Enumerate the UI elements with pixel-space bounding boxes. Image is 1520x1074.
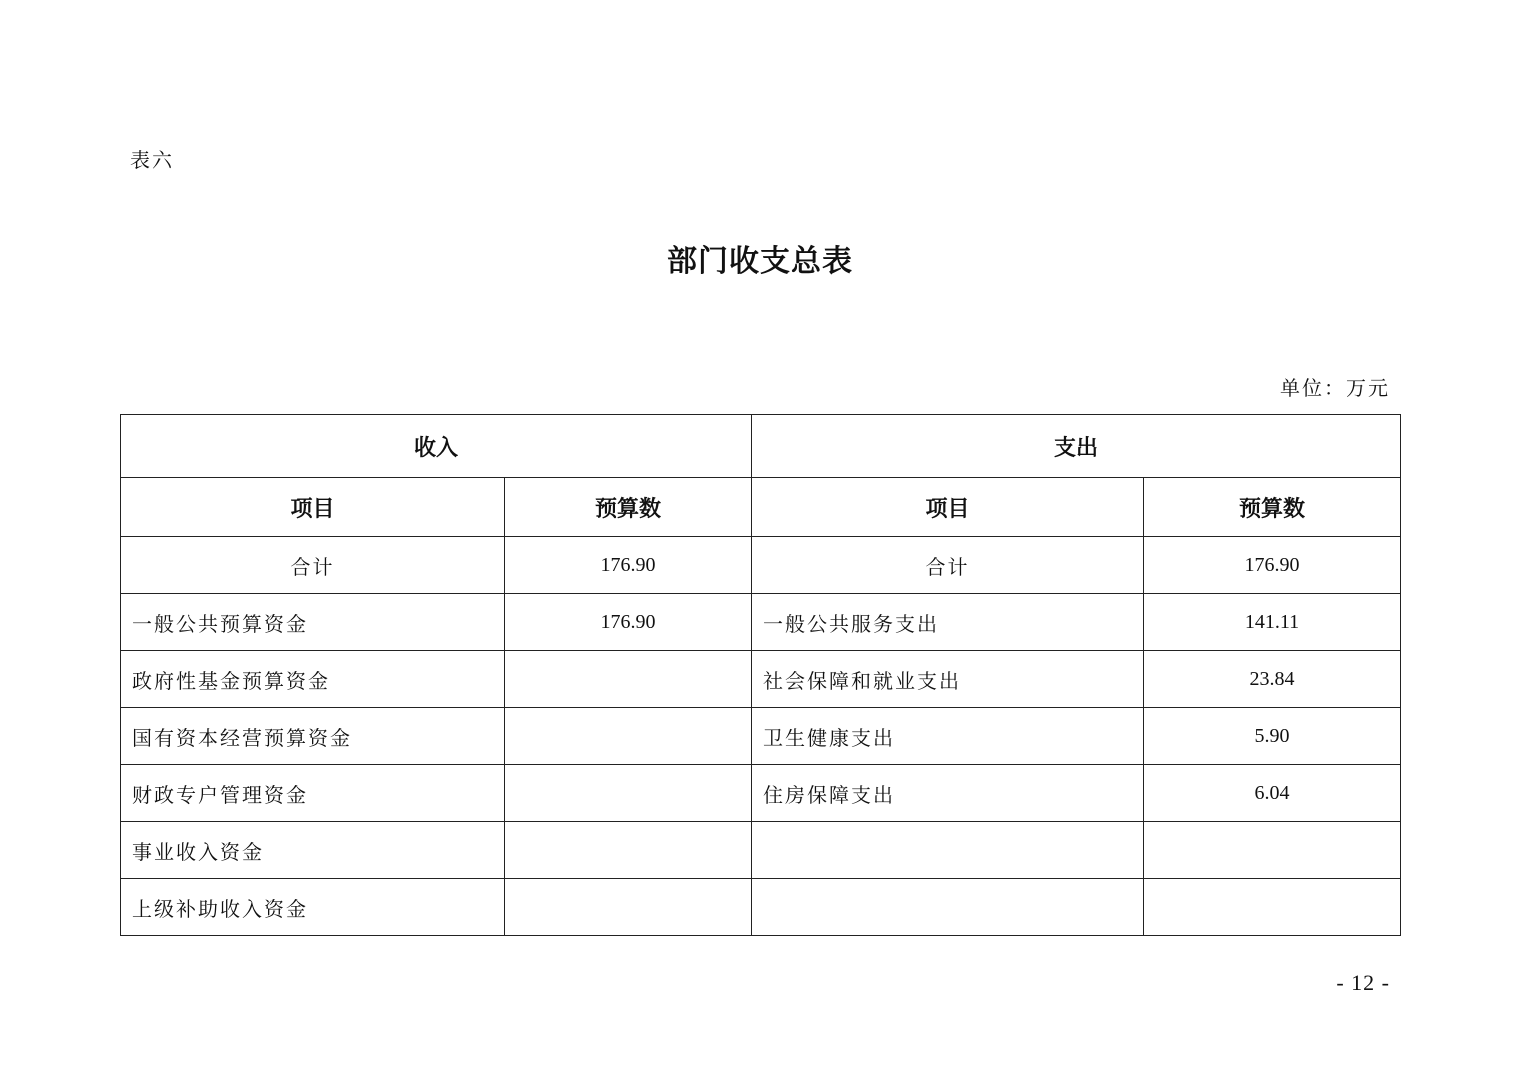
table-row [121,879,1401,936]
income-item: 一般公共预算资金 [121,594,505,651]
total-row [121,537,1401,594]
unit-label: 单位：万元 [1280,376,1390,400]
income-value [505,879,752,936]
expense-item-header: 项目 [752,478,1144,537]
expense-item [752,879,1144,936]
income-total-label: 合计 [121,537,505,594]
expense-value: 23.84 [1144,651,1401,708]
income-header: 收入 [121,415,752,478]
expense-item: 社会保障和就业支出 [752,651,1144,708]
income-value [505,708,752,765]
expense-budget-header: 预算数 [1144,478,1401,537]
income-budget-header: 预算数 [505,478,752,537]
expense-total-value: 176.90 [1144,537,1401,594]
expense-value: 141.11 [1144,594,1401,651]
table-row [121,594,1401,651]
income-item: 政府性基金预算资金 [121,651,505,708]
expense-value [1144,879,1401,936]
income-item: 事业收入资金 [121,822,505,879]
income-item: 上级补助收入资金 [121,879,505,936]
expense-header: 支出 [752,415,1401,478]
table-header-row [121,415,1401,478]
table-row [121,651,1401,708]
income-value [505,822,752,879]
income-item: 国有资本经营预算资金 [121,708,505,765]
expense-value [1144,822,1401,879]
income-item: 财政专户管理资金 [121,765,505,822]
expense-item: 一般公共服务支出 [752,594,1144,651]
expense-item: 住房保障支出 [752,765,1144,822]
table-label: 表六 [130,148,174,172]
expense-value: 5.90 [1144,708,1401,765]
income-total-value: 176.90 [505,537,752,594]
page-title: 部门收支总表 [667,244,853,279]
income-item-header: 项目 [121,478,505,537]
income-value [505,765,752,822]
income-value [505,651,752,708]
table-row [121,708,1401,765]
expense-item [752,822,1144,879]
page-number: - 12 - [1336,970,1390,995]
table-row [121,822,1401,879]
table-row [121,765,1401,822]
expense-total-label: 合计 [752,537,1144,594]
income-expense-table [120,414,1401,936]
expense-value: 6.04 [1144,765,1401,822]
table-subheader-row [121,478,1401,537]
income-value: 176.90 [505,594,752,651]
expense-item: 卫生健康支出 [752,708,1144,765]
